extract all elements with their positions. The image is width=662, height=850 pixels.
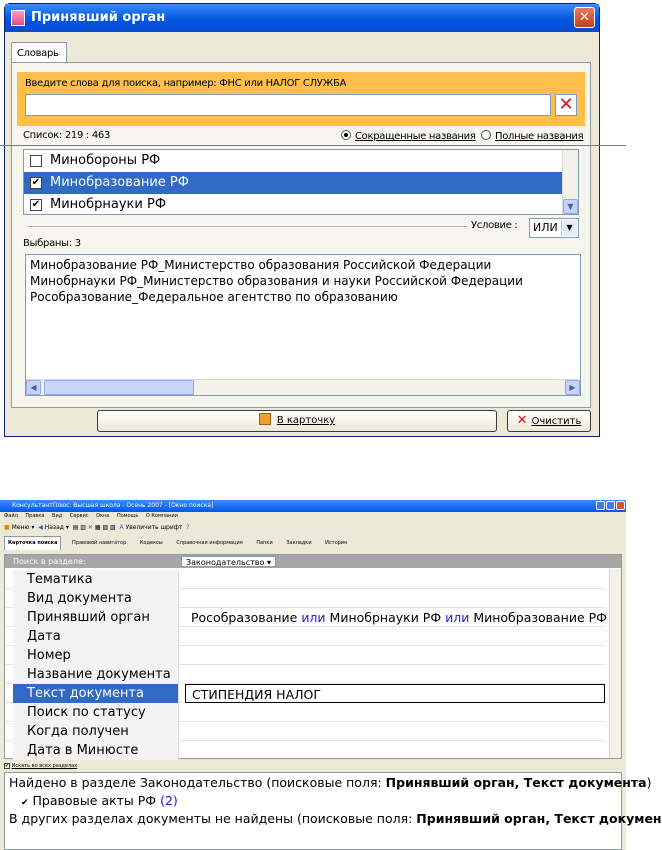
menu-bar <box>0 512 626 520</box>
clear-search-button[interactable] <box>555 94 577 116</box>
section-value: Законодательство <box>186 558 265 567</box>
scroll-left-button[interactable] <box>26 380 41 395</box>
field-value[interactable] <box>185 665 605 684</box>
field-label: Поиск по статусу <box>13 703 179 722</box>
field-value[interactable] <box>185 722 605 741</box>
field-row[interactable] <box>5 646 605 665</box>
tab-codes[interactable]: Кодексы <box>139 540 163 546</box>
radio-full-names[interactable] <box>481 130 583 142</box>
condition-select[interactable] <box>529 218 579 238</box>
selected-item[interactable]: Минобразование РФ_Министерство образования Российской Федерации <box>30 258 492 272</box>
selected-hscrollbar[interactable] <box>26 379 580 395</box>
radio-full-label: Полные названия <box>495 131 584 142</box>
minimize-button[interactable] <box>596 501 605 510</box>
chevron-down-icon: ▼ <box>561 220 577 236</box>
or-operator: или <box>301 610 326 625</box>
radio-checked-icon <box>341 130 351 140</box>
scroll-right-button[interactable] <box>565 380 580 395</box>
section-select[interactable]: Законодательство ▾ <box>181 556 276 567</box>
condition-value: ИЛИ <box>533 221 558 234</box>
list-item[interactable] <box>24 194 562 216</box>
search-all-option[interactable] <box>4 762 77 770</box>
tab-reference[interactable]: Справочная информация <box>176 540 243 546</box>
toolbar <box>0 521 626 534</box>
scroll-thumb[interactable] <box>44 380 194 395</box>
organ-field-value[interactable] <box>185 608 605 627</box>
search-area <box>17 72 585 126</box>
close-icon: ✕ <box>579 10 590 25</box>
menu-button[interactable]: ■ Меню ▾ <box>4 524 35 531</box>
tab-search-card[interactable]: Карточка поиска <box>4 536 61 550</box>
result-line <box>9 811 662 826</box>
section-header <box>5 555 621 568</box>
field-row[interactable] <box>5 627 605 646</box>
result-sub-label: Правовые акты РФ <box>32 793 157 808</box>
selected-count-value: 3 <box>74 238 81 249</box>
result-fields: Принявший орган, Текст докумен <box>416 811 662 826</box>
field-row[interactable] <box>5 722 605 741</box>
tab-dictionary[interactable]: Словарь <box>11 42 67 64</box>
to-card-button[interactable] <box>97 410 497 432</box>
list-item-label: Минобрнауки РФ <box>50 197 167 212</box>
selected-item[interactable]: Минобрнауки РФ_Министерство образования и науки Российской Федерации <box>30 274 523 288</box>
organ-list[interactable] <box>23 149 579 215</box>
tabs-bar <box>0 536 626 549</box>
field-label: Тематика <box>13 570 179 589</box>
help-icon[interactable]: ? <box>186 524 190 531</box>
results-panel <box>4 772 662 850</box>
menu-icon: ■ <box>4 524 10 531</box>
back-arrow-icon: ◀ <box>38 524 43 531</box>
dialog-titlebar[interactable] <box>5 4 599 32</box>
tab-bookmarks[interactable]: Закладки <box>286 540 312 546</box>
selected-label: Выбраны: <box>23 238 72 249</box>
field-row[interactable] <box>5 608 605 627</box>
checkbox-checked[interactable]: ✔ <box>31 177 41 188</box>
maximize-button[interactable] <box>606 501 615 510</box>
or-operator: или <box>445 610 470 625</box>
field-label: Вид документа <box>13 589 179 608</box>
condition-label: Условие : <box>471 220 518 231</box>
separator-line <box>0 145 626 146</box>
field-value[interactable] <box>185 627 605 646</box>
print-icon[interactable]: ▦ <box>94 524 101 531</box>
field-row[interactable] <box>5 589 605 608</box>
field-value[interactable]: СТИПЕНДИЯ НАЛОГ <box>185 684 605 703</box>
clear-x-icon: ✕ <box>516 413 528 428</box>
field-label: Название документа <box>13 665 179 684</box>
menu-item[interactable]: О Компании <box>145 513 178 519</box>
field-value[interactable] <box>185 741 605 760</box>
checkbox-checked[interactable]: ✔ <box>5 763 10 769</box>
list-count-value: 219 : 463 <box>64 130 111 141</box>
dialog-window <box>4 3 600 437</box>
close-button[interactable] <box>616 501 625 510</box>
menu-item[interactable]: Файл <box>4 513 18 519</box>
checkbox-checked[interactable]: ✔ <box>31 199 41 210</box>
selected-item[interactable]: Рособразование_Федеральное агентство по образованию <box>30 290 398 304</box>
tab-history[interactable]: История <box>325 540 348 546</box>
tab-legal-navigator[interactable]: Правовой навигатор <box>72 540 127 546</box>
clear-label: Очистить <box>531 416 582 427</box>
field-label: Текст документа <box>13 684 179 703</box>
field-row[interactable] <box>5 665 605 684</box>
menu-item[interactable]: Вид <box>52 513 63 519</box>
field-label: Дата в Минюсте <box>13 741 179 760</box>
result-text: ) <box>646 775 652 790</box>
field-label: Принявший орган <box>13 608 179 627</box>
zoom-font-button[interactable] <box>120 524 183 531</box>
result-sub-count[interactable]: (2) <box>160 793 178 808</box>
check-icon: ✔ <box>21 798 29 808</box>
result-text: В других разделах документы не найдены (поисковые поля: <box>9 811 417 826</box>
field-row[interactable] <box>5 570 605 589</box>
menu-item[interactable]: Правка <box>25 513 45 519</box>
chevron-left-icon: ◀ <box>30 383 37 392</box>
card-icon <box>259 413 271 425</box>
search-hint: Введите слова для поиска, например: ФНС или НАЛОГ СЛУЖБА <box>25 78 347 89</box>
menu-button-label: Меню <box>11 524 30 531</box>
search-all-label: Искать во всех разделах <box>11 763 78 769</box>
field-label: Дата <box>13 627 179 646</box>
paste-icon[interactable]: ▥ <box>80 524 86 531</box>
field-value[interactable] <box>185 589 605 608</box>
field-label: Когда получен <box>13 722 179 741</box>
menu-item[interactable]: Сервис <box>69 513 89 519</box>
checkbox-unchecked[interactable] <box>30 155 42 167</box>
list-count <box>23 130 110 141</box>
divider <box>27 226 467 228</box>
result-fields: Принявший орган, Текст документа <box>385 775 647 790</box>
clear-icon: ✕ <box>558 94 574 115</box>
chevron-down-icon: ▼ <box>567 202 574 211</box>
dialog-title: Принявший орган <box>31 10 166 25</box>
app-title: КонсультантПлюс: Высшая школа - Осень 2007 - [Окно поиска] <box>12 502 214 509</box>
to-card-label: В карточку <box>276 415 336 426</box>
selected-list[interactable] <box>25 254 581 396</box>
field-row-selected[interactable] <box>5 684 605 703</box>
organ-value: Минобразование РФ <box>473 610 607 625</box>
field-row[interactable] <box>5 703 605 722</box>
field-value[interactable] <box>185 703 605 722</box>
search-input[interactable] <box>25 94 551 116</box>
field-value[interactable] <box>185 570 605 589</box>
clear-button[interactable] <box>507 410 591 432</box>
tab-folders[interactable]: Папки <box>256 540 273 546</box>
app-window <box>0 500 662 850</box>
list-scrollbar[interactable] <box>562 150 578 214</box>
copy-icon[interactable]: ▤ <box>72 524 79 531</box>
list-count-label: Список: <box>23 130 62 141</box>
organ-value: Минобрнауки РФ <box>329 610 442 625</box>
result-sub-item[interactable] <box>21 793 178 808</box>
result-line <box>9 775 652 790</box>
export-icon[interactable]: ▧ <box>102 524 109 531</box>
field-value[interactable] <box>185 646 605 665</box>
list-item-label: Минобороны РФ <box>50 153 161 168</box>
radio-unchecked-icon <box>481 130 491 140</box>
delete-icon[interactable]: ✕ <box>87 524 93 531</box>
zoom-icon: A <box>119 524 124 531</box>
selected-count <box>23 238 81 249</box>
menu-item[interactable]: Окна <box>96 513 110 519</box>
back-button[interactable]: ◀ Назад ▾ <box>38 524 69 531</box>
result-text: Найдено в разделе Законодательство (поисковые поля: <box>9 775 386 790</box>
section-label: Поиск в разделе: <box>13 557 86 566</box>
list-item[interactable] <box>24 150 562 172</box>
scroll-down-button[interactable] <box>563 199 578 214</box>
radio-short-names[interactable] <box>341 130 476 142</box>
field-row[interactable] <box>5 741 605 760</box>
chevron-right-icon: ▶ <box>569 383 576 392</box>
zoom-font-label: Увеличить шрифт <box>125 524 183 531</box>
field-label: Номер <box>13 646 179 665</box>
card-scrollbar[interactable] <box>609 569 621 758</box>
radio-short-label: Сокращенные названия <box>355 131 476 142</box>
back-button-label: Назад <box>44 524 64 531</box>
list-item-label: Минобразование РФ <box>50 175 189 190</box>
organ-value: Рособразование <box>191 610 298 625</box>
dialog-app-icon <box>11 10 25 26</box>
search-card <box>4 554 622 759</box>
close-button[interactable] <box>574 7 595 28</box>
app-titlebar[interactable] <box>0 500 626 512</box>
find-icon[interactable]: ▨ <box>110 524 116 531</box>
list-item[interactable] <box>24 172 562 194</box>
menu-item[interactable]: Помощь <box>116 513 139 519</box>
